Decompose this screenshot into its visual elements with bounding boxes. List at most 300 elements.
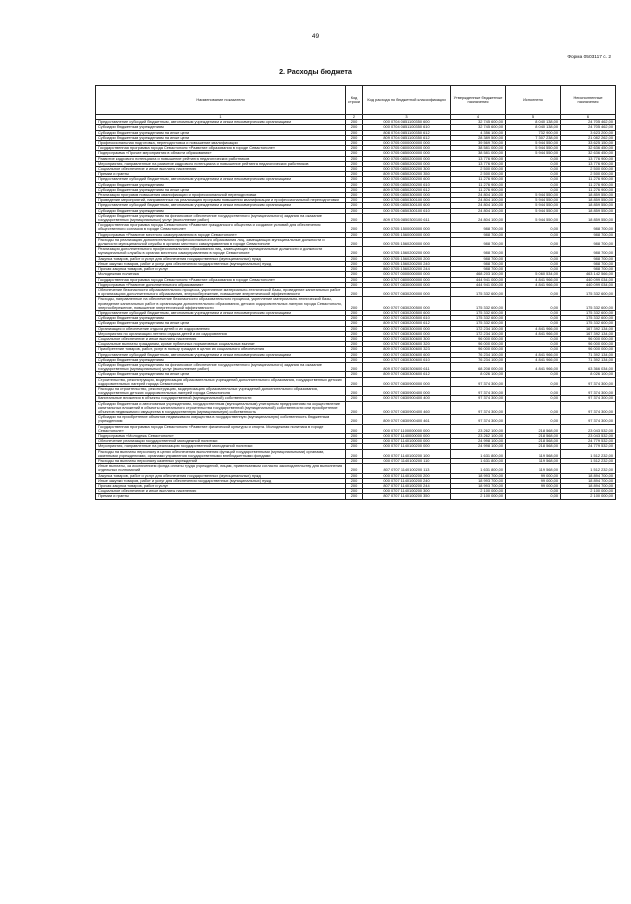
row-line-code: 200 [346,193,363,198]
row-approved: 97 374 300,00 [451,401,506,415]
row-approved: 175 332 600,00 [451,321,506,326]
row-unexecuted: 2 100 000,00 [561,489,616,494]
row-executed: 99 000,00 [506,473,561,478]
row-line-code: 200 [346,161,363,166]
table-row [96,401,616,415]
row-approved: 2 100 000,00 [451,494,506,499]
row-executed: 4 841 966,00 [506,277,561,282]
row-line-code: 200 [346,439,363,444]
row-executed: 0,00 [506,256,561,261]
row-unexecuted: 988 700,00 [561,247,616,256]
row-line-code: 200 [346,208,363,213]
row-executed: 5 944 550,00 [506,198,561,203]
row-classification-code: 000 0707 0830200500 610 [363,316,451,321]
row-approved: 38 581 000,00 [451,146,506,151]
row-line-code: 200 [346,213,363,222]
row-unexecuted: 33 625 150,00 [561,141,616,146]
row-classification-code: 000 0707 0830900400 460 [363,401,451,415]
row-line-code: 200 [346,247,363,256]
row-unexecuted: 440 099 034,00 [561,282,616,287]
row-unexecuted: 97 374 300,00 [561,386,616,395]
row-line-code: 200 [346,130,363,135]
row-name: Субсидии бюджетным учреждениям на иные цели [96,130,346,135]
row-executed: 732 900,00 [506,130,561,135]
row-line-code: 200 [346,424,363,433]
row-classification-code: 809 0707 0830300600 612 [363,372,451,377]
row-line-code: 200 [346,141,363,146]
row-line-code: 200 [346,342,363,347]
row-approved: 2 500 000,00 [451,167,506,172]
row-approved: 11 276 900,00 [451,187,506,192]
row-executed: 0,00 [506,161,561,166]
column-number: 3 [363,115,451,120]
row-approved: 39 569 700,00 [451,141,506,146]
row-executed: 0,00 [506,342,561,347]
row-executed: 0,00 [506,386,561,395]
row-executed: 0,00 [506,316,561,321]
row-unexecuted: 18 894 700,00 [561,478,616,483]
row-unexecuted: 18 859 550,00 [561,213,616,222]
row-line-code: 200 [346,256,363,261]
row-name: Субсидии бюджетным учреждениям на иные цели [96,372,346,377]
row-executed: 0,00 [506,223,561,232]
row-classification-code: 000 0707 1100000000 000 [363,424,451,433]
row-classification-code: 000 0707 0000000000 000 [363,272,451,277]
row-executed: 4 841 966,00 [506,352,561,357]
row-approved: 1 631 800,00 [451,459,506,464]
row-unexecuted: 96 000 000,00 [561,342,616,347]
row-executed: 4 841 966,00 [506,362,561,371]
row-classification-code: 809 0707 0830900400 461 [363,415,451,424]
row-approved: 24 804 100,00 [451,193,506,198]
header-approved: Утвержденные бюджетные назначения [451,86,506,115]
row-classification-code: 000 0705 1560200200 200 [363,256,451,261]
row-line-code: 200 [346,277,363,282]
row-line-code: 200 [346,287,363,296]
row-classification-code: 807 0707 1140100200 244 [363,484,451,489]
table-row [96,213,616,222]
row-unexecuted: 1 512 232,00 [561,459,616,464]
row-name: Расходы на строительство, реконструкцию, модернизацию образовательных учреждений дополнительного образования, государственных детских оздоровительных лагерей города Севастополя [96,386,346,395]
row-name: Социальные выплаты гражданам, кроме публичных нормативных социальных выплат [96,342,346,347]
row-classification-code: 000 0707 0830300600 610 [363,357,451,362]
row-name: Прочая закупка товаров, работ и услуг [96,484,346,489]
row-approved: 97 374 300,00 [451,386,506,395]
header-indicator-name: Наименование показателя [96,86,346,115]
table-row [96,247,616,256]
row-unexecuted: 2 100 000,00 [561,494,616,499]
row-name: Реализация дополнительного профессионального образования лиц, замещающих муниципальные должности и должности муниципальной службы в органах местного самоуправления в городе Севастополе [96,247,346,256]
row-name: Предоставление субсидий бюджетным, автономным учреждениям и иным некоммерческим организациям [96,310,346,315]
row-unexecuted: 96 000 000,00 [561,347,616,352]
row-line-code: 200 [346,156,363,161]
row-executed: 119 568,00 [506,459,561,464]
row-executed: 0,00 [506,182,561,187]
row-approved: 13 776 900,00 [451,161,506,166]
row-unexecuted: 175 332 600,00 [561,287,616,296]
row-unexecuted: 3 623 200,00 [561,130,616,135]
row-unexecuted: 175 332 600,00 [561,316,616,321]
row-executed: 5 944 550,00 [506,151,561,156]
row-unexecuted: 18 859 550,00 [561,203,616,208]
row-name: Расходы на выплаты персоналу казенных учреждений [96,459,346,464]
row-executed: 0,00 [506,321,561,326]
row-classification-code: 000 0705 0800000000 000 [363,146,451,151]
row-name: Государственная программа города Севастополя «Развитие физической культуры и спорта. Молодежная политика в городе Севастополе» [96,424,346,433]
row-classification-code: 000 0705 0850200200 610 [363,182,451,187]
row-executed: 4 841 966,00 [506,282,561,287]
row-unexecuted: 8 026 100,00 [561,372,616,377]
row-line-code: 200 [346,282,363,287]
row-classification-code: 000 0705 1560200000 000 [363,237,451,246]
table-row [96,464,616,473]
table-row [96,386,616,395]
row-unexecuted: 1 512 232,00 [561,464,616,473]
row-executed: 7 307 238,00 [506,135,561,140]
row-approved: 2 100 000,00 [451,489,506,494]
row-approved: 175 332 600,00 [451,310,506,315]
row-unexecuted: 71 392 134,00 [561,352,616,357]
row-executed: 5 944 550,00 [506,146,561,151]
row-unexecuted: 32 636 450,00 [561,146,616,151]
row-executed: 0,00 [506,172,561,177]
row-executed: 0,00 [506,377,561,386]
row-unexecuted: 11 276 900,00 [561,182,616,187]
row-name: Социальное обеспечение и иные выплаты населению [96,336,346,341]
expenses-table [95,85,616,500]
row-executed: 4 841 966,00 [506,357,561,362]
row-name: Социальное обеспечение и иные выплаты населению [96,167,346,172]
column-number: 5 [506,115,561,120]
row-executed: 0,00 [506,261,561,266]
column-number: 2 [346,115,363,120]
row-line-code: 200 [346,415,363,424]
row-line-code: 200 [346,357,363,362]
row-classification-code: 000 0707 1140100200 000 [363,444,451,449]
row-approved: 172 234 100,00 [451,326,506,331]
row-line-code: 200 [346,434,363,439]
row-approved: 13 776 900,00 [451,156,506,161]
row-classification-code: 000 0707 1140100200 240 [363,478,451,483]
row-approved: 23 262 100,00 [451,424,506,433]
row-line-code: 200 [346,125,363,130]
row-classification-code: 809 0707 0830300600 323 [363,347,451,352]
row-executed: 0,00 [506,297,561,311]
row-executed: 0,00 [506,247,561,256]
row-approved: 988 700,00 [451,247,506,256]
row-name: Субсидии бюджетным учреждениям [96,316,346,321]
row-approved: 97 374 300,00 [451,415,506,424]
row-unexecuted: 21 082 262,00 [561,135,616,140]
row-executed: 218 568,00 [506,444,561,449]
row-name: Субсидии бюджетным учреждениям на иные цели [96,321,346,326]
row-approved: 444 941 000,00 [451,277,506,282]
row-classification-code: 000 0707 1140100200 200 [363,473,451,478]
row-name: Мероприятия, направленные на реализацию государственной молодежной политики [96,444,346,449]
row-name: Иные закупки товаров, работ и услуг для обеспечения государственных (муниципальных) нужд [96,478,346,483]
row-executed: 119 568,00 [506,464,561,473]
row-executed: 8 040 138,00 [506,125,561,130]
table-row [96,198,616,203]
row-executed: 5 944 550,00 [506,213,561,222]
row-classification-code: 000 0704 0851100350 600 [363,120,451,125]
row-line-code: 200 [346,386,363,395]
row-approved: 988 700,00 [451,237,506,246]
row-unexecuted: 96 000 000,00 [561,336,616,341]
row-classification-code: 000 0707 1140100200 100 [363,449,451,458]
table-row [96,146,616,151]
row-executed: 119 568,00 [506,449,561,458]
row-line-code: 200 [346,478,363,483]
row-classification-code: 809 0705 0850200200 350 [363,172,451,177]
row-name: Реализация программ повышения квалификации и профессиональной переподготовки [96,193,346,198]
row-classification-code: 000 0705 0850300100 000 [363,198,451,203]
row-name: Субсидии бюджетным учреждениям на финансовое обеспечение государственного (муниципального) задания на оказание государственных (муниципальных) услуг (выполнение работ) [96,213,346,222]
row-unexecuted: 97 374 300,00 [561,377,616,386]
row-unexecuted: 2 500 000,00 [561,172,616,177]
row-classification-code: 000 0705 1560200200 240 [363,261,451,266]
row-approved: 2 500 000,00 [451,172,506,177]
row-classification-code: 000 0707 0800000000 000 [363,277,451,282]
row-unexecuted: 988 700,00 [561,267,616,272]
header-executed: Исполнено [506,86,561,115]
row-executed: 5 060 534,00 [506,272,561,277]
row-unexecuted: 23 043 532,00 [561,434,616,439]
row-name: Иные выплаты, за исключением фонда оплаты труда учреждений, лицам, привлекаемым согласно законодательству для выполнения отдельных полномочий [96,464,346,473]
row-executed: 5 944 550,00 [506,193,561,198]
row-classification-code: 000 0707 0830900400 400 [363,396,451,401]
row-classification-code: 807 0707 1140100200 350 [363,494,451,499]
row-name: Подпрограмма «Молодежь Севастополя» [96,434,346,439]
row-executed: 0,00 [506,494,561,499]
row-line-code: 200 [346,331,363,336]
row-classification-code: 000 0705 1500000000 000 [363,223,451,232]
row-classification-code: 000 0707 1140100200 110 [363,459,451,464]
row-line-code: 200 [346,444,363,449]
row-classification-code: 809 0707 0830300600 611 [363,362,451,371]
table-row [96,494,616,499]
row-approved: 175 332 600,00 [451,297,506,311]
row-line-code: 200 [346,377,363,386]
row-name: Подпрограмма «Развитие местного самоуправления в городе Севастополе» [96,232,346,237]
table-row [96,424,616,433]
row-classification-code: 000 0707 0830300600 600 [363,352,451,357]
row-unexecuted: 13 776 900,00 [561,156,616,161]
row-name: Субсидии бюджетным учреждениям [96,208,346,213]
row-executed: 99 000,00 [506,478,561,483]
row-approved: 1 631 800,00 [451,449,506,458]
row-line-code: 200 [346,401,363,415]
header-unexecuted: Неисполненные назначения [561,86,616,115]
column-number: 4 [451,115,506,120]
row-name: Развитие кадрового потенциала и повышение рейтинга педагогических работников [96,156,346,161]
row-unexecuted: 23 043 532,00 [561,424,616,433]
row-line-code: 200 [346,352,363,357]
row-line-code: 200 [346,232,363,237]
row-classification-code: 000 0707 0830200000 000 [363,287,451,296]
row-executed: 8 040 138,00 [506,120,561,125]
row-classification-code: 000 0705 0850300100 610 [363,208,451,213]
row-name: Предоставление субсидий бюджетным, автономным учреждениям и иным некоммерческим организациям [96,177,346,182]
row-line-code: 200 [346,151,363,156]
row-name: Закупка товаров, работ и услуг для обеспечения государственных (муниципальных) нужд [96,256,346,261]
row-executed: 5 944 550,00 [506,141,561,146]
row-executed: 0,00 [506,232,561,237]
row-unexecuted: 63 366 034,00 [561,362,616,371]
row-classification-code: 000 0707 0830200500 600 [363,310,451,315]
row-name: Мероприятия по организации летнего отдыха детей и их оздоровления [96,331,346,336]
row-classification-code: 809 0707 0830200500 612 [363,321,451,326]
row-executed: 0,00 [506,396,561,401]
row-unexecuted: 988 700,00 [561,237,616,246]
row-executed: 0,00 [506,267,561,272]
row-classification-code: 000 0705 1560000000 000 [363,232,451,237]
table-row [96,297,616,311]
row-executed: 0,00 [506,187,561,192]
row-name: Социальное обеспечение и иные выплаты населению [96,489,346,494]
table-row [96,277,616,282]
row-unexecuted: 18 859 550,00 [561,208,616,213]
row-unexecuted: 97 374 300,00 [561,396,616,401]
row-unexecuted: 1 512 232,00 [561,449,616,458]
row-line-code: 200 [346,372,363,377]
row-executed: 0,00 [506,489,561,494]
row-name: Капитальные вложения в объекты государственной (муниципальной) собственности [96,396,346,401]
row-approved: 988 700,00 [451,267,506,272]
row-unexecuted: 11 276 900,00 [561,177,616,182]
row-line-code: 200 [346,489,363,494]
row-line-code: 200 [346,326,363,331]
row-approved: 988 700,00 [451,223,506,232]
row-classification-code: 000 0707 0830900400 000 [363,386,451,395]
row-line-code: 200 [346,473,363,478]
row-name: Предоставление субсидий бюджетным, автономным учреждениям и иным некоммерческим организациям [96,120,346,125]
row-classification-code: 808 0704 0851100350 612 [363,130,451,135]
row-executed: 4 841 966,00 [506,326,561,331]
column-number: 1 [96,115,346,120]
row-approved: 24 998 100,00 [451,439,506,444]
row-approved: 11 276 900,00 [451,177,506,182]
row-line-code: 200 [346,459,363,464]
row-name: Государственная программа города Севастополя «Развитие образования в городе Севастополе» [96,277,346,282]
row-executed: 0,00 [506,167,561,172]
row-name: Субсидии бюджетным учреждениям [96,357,346,362]
row-unexecuted: 988 700,00 [561,256,616,261]
row-unexecuted: 97 374 300,00 [561,401,616,415]
row-classification-code: 000 0707 0830300600 320 [363,342,451,347]
row-classification-code: 000 0707 1140000000 000 [363,434,451,439]
row-approved: 96 000 000,00 [451,347,506,352]
row-name: Проведение мероприятий, направленных на реализацию программ повышения квалификации и профессиональной переподготовки [96,198,346,203]
row-approved: 23 262 100,00 [451,434,506,439]
row-line-code: 200 [346,237,363,246]
row-approved: 18 993 700,00 [451,478,506,483]
row-name: Подпрограмма «Развитие дополнительного образования» [96,282,346,287]
header-budget-classification: Код расхода по бюджетной классификации [363,86,451,115]
row-approved: 38 581 000,00 [451,151,506,156]
row-classification-code: 809 0705 0850200200 612 [363,187,451,192]
row-executed: 0,00 [506,336,561,341]
table-row [96,326,616,331]
row-name: Субсидии бюджетным учреждениям [96,182,346,187]
row-classification-code: 807 0707 1140100200 113 [363,464,451,473]
row-name: Предоставление субсидий бюджетным, автономным учреждениям и иным некоммерческим организациям [96,352,346,357]
row-unexecuted: 32 636 450,00 [561,151,616,156]
table-row [96,377,616,386]
row-executed: 218 568,00 [506,439,561,444]
row-approved: 68 208 000,00 [451,362,506,371]
row-name: Мероприятия, направленные на развитие кадрового потенциала и повышение рейтинга педагогических работников [96,161,346,166]
row-line-code: 200 [346,297,363,311]
row-classification-code: 000 0705 0850200200 300 [363,167,451,172]
row-classification-code: 000 0707 1140100200 300 [363,489,451,494]
table-row [96,203,616,208]
row-executed: 218 568,00 [506,434,561,439]
row-name: Премии и гранты [96,172,346,177]
page-number: 49 [311,33,320,40]
row-approved: 18 993 700,00 [451,484,506,489]
row-approved: 32 745 600,00 [451,125,506,130]
row-classification-code: 000 0705 0850200200 000 [363,161,451,166]
row-classification-code: 000 0707 0830000000 000 [363,282,451,287]
table-row [96,151,616,156]
row-classification-code: 809 0705 0850300100 611 [363,213,451,222]
row-unexecuted: 24 779 532,00 [561,439,616,444]
row-unexecuted: 175 332 600,00 [561,297,616,311]
row-executed: 5 944 550,00 [506,203,561,208]
row-approved: 175 332 600,00 [451,287,506,296]
table-row [96,449,616,458]
table-row [96,415,616,424]
row-classification-code: 000 0707 0830300600 300 [363,336,451,341]
row-name: Государственная программа города Севастополя «Развитие образования в городе Севастополе» [96,146,346,151]
row-line-code: 200 [346,177,363,182]
row-line-code: 200 [346,203,363,208]
row-approved: 24 998 100,00 [451,444,506,449]
row-name: Иные закупки товаров, работ и услуг для обеспечения государственных (муниципальных) нужд [96,261,346,266]
row-name: Строительство, реконструкция, модернизация образовательных учреждений дополнительного образования, государственных детских оздоровительных лагерей города Севастополя [96,377,346,386]
row-approved: 97 374 300,00 [451,377,506,386]
row-approved: 96 000 000,00 [451,336,506,341]
row-line-code: 200 [346,484,363,489]
row-classification-code: 000 0707 0830300600 000 [363,331,451,336]
row-classification-code: 000 0705 0850200000 000 [363,156,451,161]
row-classification-code: 000 0707 0830300000 000 [363,326,451,331]
row-classification-code: 000 0705 0850200200 600 [363,177,451,182]
row-approved: 24 804 100,00 [451,208,506,213]
row-approved: 18 993 700,00 [451,473,506,478]
row-classification-code: 000 0705 0850300100 600 [363,203,451,208]
table-row [96,223,616,232]
row-unexecuted: 18 894 700,00 [561,484,616,489]
row-name: Приобретение товаров, работ, услуг в пользу граждан в целях их социального обеспечения [96,347,346,352]
row-classification-code: 000 0707 0830900000 000 [363,377,451,386]
table-row [96,282,616,287]
table-row [96,352,616,357]
table-row [96,362,616,371]
row-approved: 988 700,00 [451,256,506,261]
row-unexecuted: 97 374 300,00 [561,415,616,424]
row-line-code: 200 [346,310,363,315]
row-unexecuted: 11 276 900,00 [561,187,616,192]
header-row [96,86,616,115]
row-name: Организация и обеспечение отдыха детей и их оздоровления [96,326,346,331]
row-unexecuted: 2 500 000,00 [561,167,616,172]
row-name: Прочая закупка товаров, работ и услуг [96,267,346,272]
row-line-code: 200 [346,321,363,326]
row-approved: 1 631 800,00 [451,464,506,473]
table-row [96,135,616,140]
